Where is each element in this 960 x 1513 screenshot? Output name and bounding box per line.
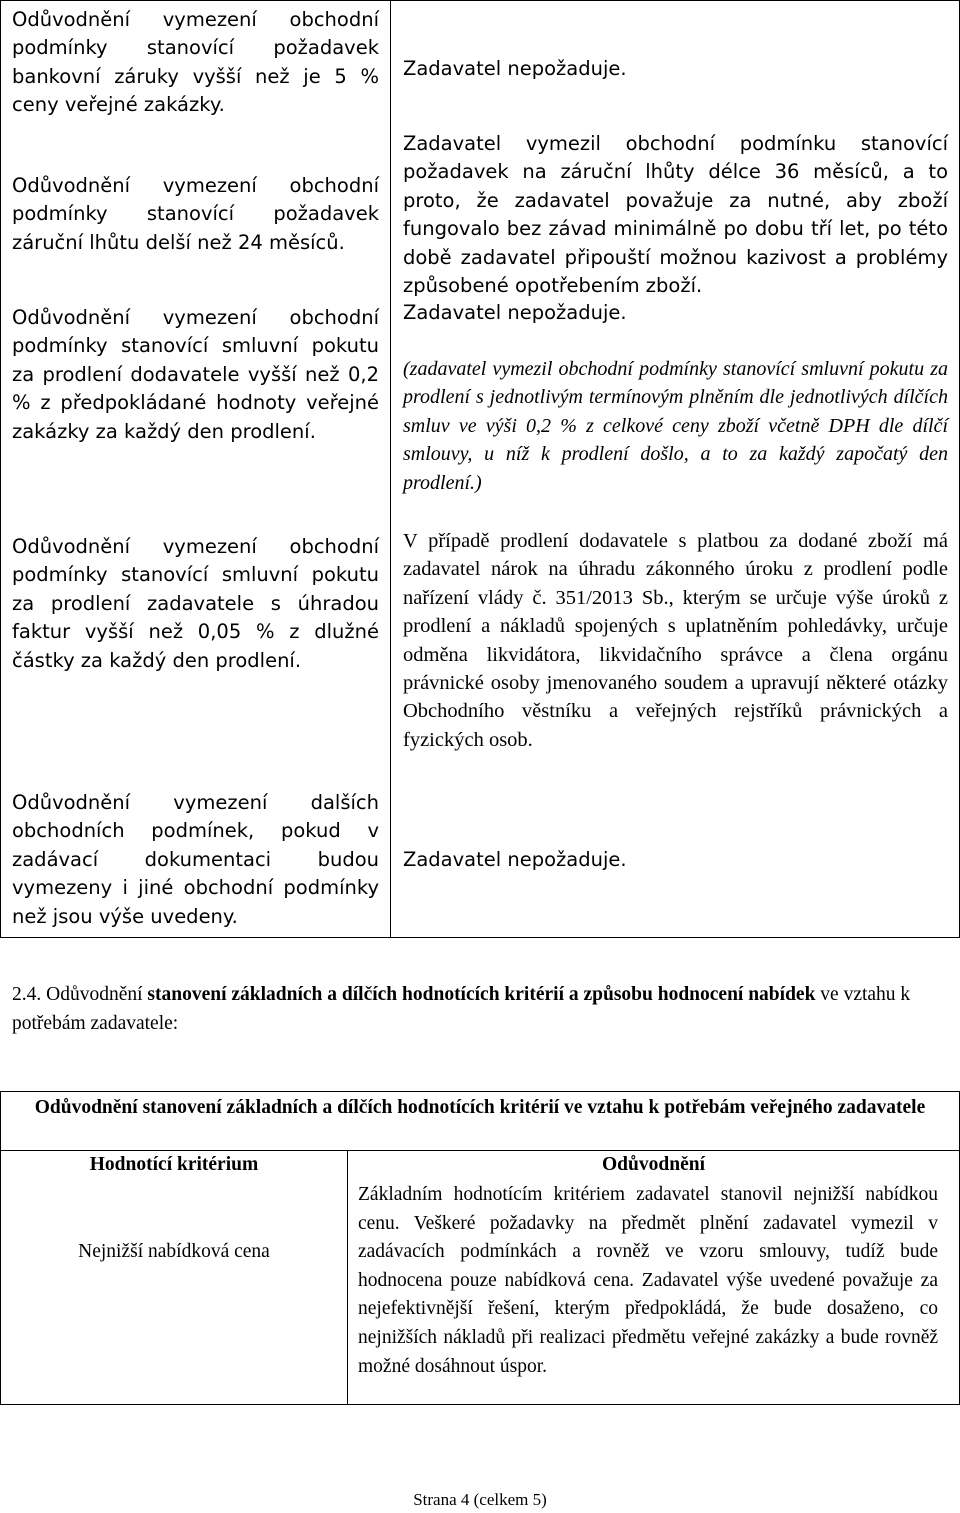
- row-4-answer: V případě prodlení dodavatele s platbou za dodané zboží má zadavatel nárok na úhradu zákonného úroku z prodlení podle nařízení vlády č. 351/2013 Sb., kterým se určuje výše úroků z prodlení a nákladů spojených s uplatněním pohledávky, určuje odměna likvidátora, likvidačního správce a člena orgánu právnické osoby jmenovaného soudem a upravují některé otázky Obchodního věstníku a veřejných rejstříků právnických a fyzických osob.: [403, 530, 948, 751]
- row-2-answer: Zadavatel vymezil obchodní podmínku stanovící požadavek na záruční lhůty délce 36 měsíců, a to proto, že zadavatel považuje za nutné, aby zboží fungovalo bez závad minimálně po dobu tří let, po této době zadavatel připouští možnou kazivost a problémy způsobené opotřebením zboží.: [403, 132, 948, 298]
- criteria-table-title: Odůvodnění stanovení základních a dílčích hodnotících kritérií ve vztahu k potřebám veřejného zadavatele: [34, 1097, 926, 1118]
- row-1-answer: Zadavatel nepožaduje.: [403, 57, 627, 80]
- justification-text: Základním hodnotícím kritériem zadavatel stanovil nejnižší nabídkou cenu. Veškeré požadavky na předmět plnění zadavatel vymezil v zadávacích podmínkách a rovněž ve vzoru smlouvy, tudíž bude hodnocena pouze nabídková cena. Zadavatel výše uvedené považuje za nejefektivnější řešení, kterým předpokládá, že bude dosaženo, co nejnižších nákladů při realizaci předmětu veřejné zakázky a bude rovněž možné dosáhnout úspor.: [358, 1184, 938, 1377]
- row-5-condition: Odůvodnění vymezení dalších obchodních podmínek, pokud v zadávací dokumentaci budou vymezeny i jiné obchodní podmínky než jsou výše uvedeny.: [12, 791, 379, 928]
- page-footer: Strana 4 (celkem 5): [413, 1490, 547, 1509]
- row-1-condition: Odůvodnění vymezení obchodní podmínky stanovící požadavek bankovní záruky vyšší než je 5 % ceny veřejné zakázky.: [12, 8, 379, 117]
- row-5-answer: Zadavatel nepožaduje.: [403, 848, 627, 871]
- section-lead: Odůvodnění: [46, 984, 143, 1005]
- section-heading: [12, 981, 948, 1038]
- row-2-condition: Odůvodnění vymezení obchodní podmínky stanovící požadavek záruční lhůtu delší než 24 měsíců.: [12, 174, 379, 254]
- criteria-table: [0, 1091, 960, 1405]
- criterion-value: Nejnižší nabídková cena: [78, 1241, 270, 1262]
- row-3-condition: Odůvodnění vymezení obchodní podmínky stanovící smluvní pokutu za prodlení dodavatele vyšší než 0,2 % z předpokládané hodnoty veřejné zakázky za každý den prodlení.: [12, 306, 379, 443]
- section-bold: stanovení základních a dílčích hodnotících kritérií a způsobu hodnocení nabídek: [147, 984, 816, 1005]
- row-3-answer: Zadavatel nepožaduje.: [403, 301, 627, 324]
- row-3-note: (zadavatel vymezil obchodní podmínky stanovící smluvní pokutu za prodlení s jednotlivým termínovým plněním dle jednotlivých dílčích smluv ve výši 0,2 % z celkové ceny zboží včetně DPH dle dílčí smlouvy, u níž k prodlení došlo, a to za každý započatý den prodlení.): [403, 358, 948, 494]
- justification-column-header: Odůvodnění: [602, 1154, 705, 1175]
- criterion-column-header: Hodnotící kritérium: [89, 1154, 259, 1175]
- section-tail: ve vztahu k potřebám zadavatele:: [12, 984, 911, 1034]
- row-4-condition: Odůvodnění vymezení obchodní podmínky stanovící smluvní pokutu za prodlení zadavatele s úhradou faktur vyšší než 0,05 % z dlužné částky za každý den prodlení.: [12, 535, 379, 672]
- criteria-column-divider: [347, 1150, 348, 1404]
- section-number: 2.4.: [12, 984, 42, 1005]
